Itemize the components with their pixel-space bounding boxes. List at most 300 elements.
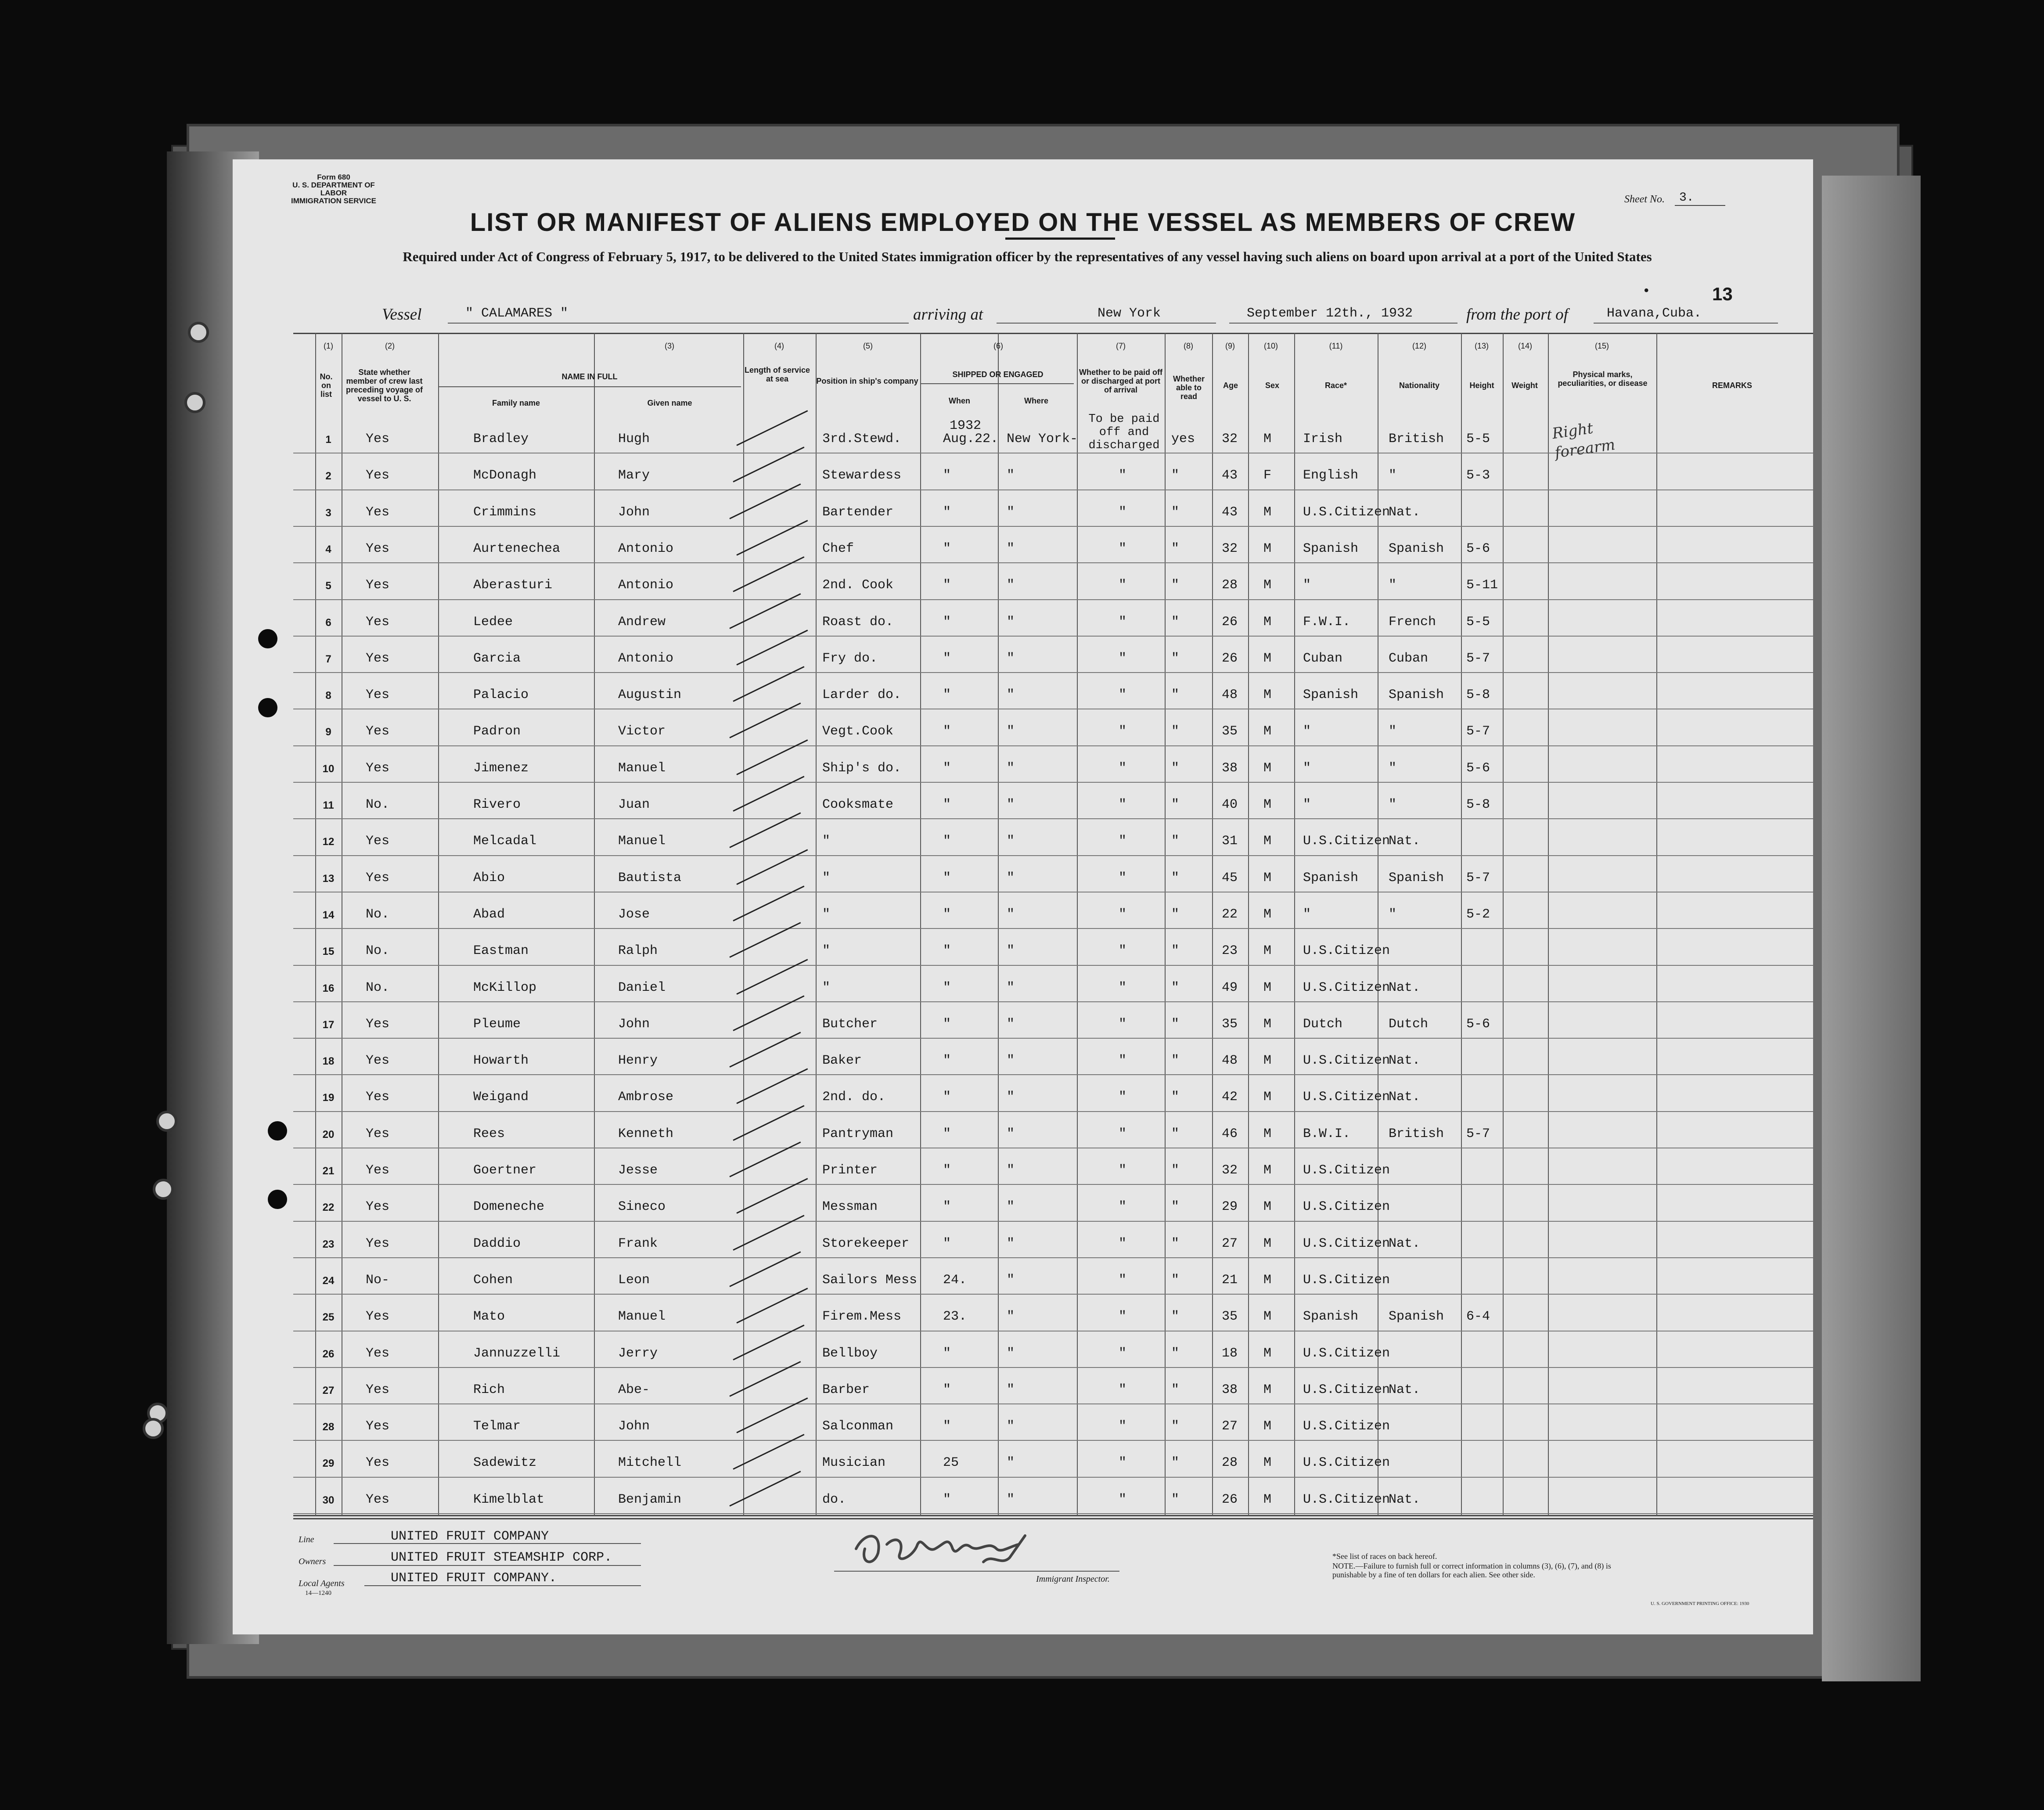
corner-mark: • (1644, 283, 1649, 298)
cell-sex: M (1263, 834, 1272, 849)
cell-read: " (1171, 1346, 1180, 1361)
header-given-name: Given name (647, 399, 692, 407)
cell-race: Spanish (1303, 870, 1359, 885)
row-number: 20 (322, 1128, 335, 1141)
cell-race: U.S.Citizen (1303, 1090, 1390, 1105)
cell-where: " (1007, 687, 1015, 703)
cell-position: Bartender (822, 504, 894, 520)
cell-where: " (1007, 504, 1015, 520)
row-number: 18 (322, 1055, 335, 1068)
cell-prev: Yes (366, 541, 390, 556)
cell-read: " (1171, 1309, 1180, 1324)
cell-when: " (943, 1236, 951, 1251)
cell-height: 5-8 (1466, 797, 1490, 812)
physical-marks-handwritten: Right forearm (1551, 419, 1616, 462)
cell-family: Abad (473, 907, 505, 922)
cell-position: Vegt.Cook (822, 724, 894, 739)
cell-race: U.S.Citizen (1303, 980, 1390, 995)
cell-paid: " (1119, 614, 1127, 630)
cell-sex: M (1263, 1236, 1272, 1251)
cell-prev: Yes (366, 1492, 390, 1507)
cell-prev: Yes (366, 1382, 390, 1397)
row-number: 15 (322, 946, 335, 958)
cell-read: " (1171, 1090, 1180, 1105)
cell-where: " (1007, 1492, 1015, 1507)
cell-race: U.S.Citizen (1303, 1163, 1390, 1178)
cell-where: New York- (1007, 432, 1078, 446)
cell-nat: " (1389, 907, 1397, 922)
cell-when: " (943, 1346, 951, 1361)
punch-hole (268, 1121, 287, 1141)
cell-age: 32 (1222, 541, 1238, 556)
cell-position: Chef (822, 541, 854, 556)
cell-read: " (1171, 797, 1180, 812)
owners-value: UNITED FRUIT STEAMSHIP CORP. (391, 1550, 612, 1565)
cell-read: " (1171, 614, 1180, 630)
row-rule (293, 782, 1813, 783)
cell-race: U.S.Citizen (1303, 1419, 1390, 1434)
cell-sex: M (1263, 760, 1272, 776)
cell-nat: Spanish (1389, 541, 1444, 556)
cell-where: " (1007, 1199, 1015, 1215)
row-number: 7 (325, 653, 331, 665)
row-number: 25 (322, 1311, 335, 1324)
row-rule (293, 1257, 1813, 1258)
line-label: Line (299, 1535, 314, 1544)
cell-given: Bautista (618, 870, 682, 885)
cell-paid: " (1119, 468, 1127, 483)
cell-position: 2nd. do. (822, 1090, 886, 1105)
row-rule (293, 818, 1813, 819)
cell-family: McDonagh (473, 468, 537, 483)
cell-read: " (1171, 907, 1180, 922)
column-number: (4) (774, 342, 784, 350)
cell-family: Rich (473, 1382, 505, 1397)
cell-age: 48 (1222, 687, 1238, 703)
cell-position: 2nd. Cook (822, 578, 894, 593)
cell-position: 3rd.Stewd. (822, 432, 902, 446)
column-number: (2) (385, 342, 395, 350)
cell-race: " (1303, 760, 1311, 776)
row-rule (293, 1403, 1813, 1404)
cell-when: " (943, 1126, 951, 1141)
line-value: UNITED FRUIT COMPANY (391, 1529, 549, 1544)
cell-prev: Yes (366, 724, 390, 739)
cell-read: " (1171, 1382, 1180, 1397)
cell-age: 26 (1222, 614, 1238, 630)
punch-hole (258, 629, 277, 648)
service-check-mark (736, 520, 808, 556)
cell-paid: " (1119, 724, 1127, 739)
cell-paid: " (1119, 1455, 1127, 1471)
cell-paid: " (1119, 1016, 1127, 1032)
cell-family: Goertner (473, 1163, 537, 1178)
cell-family: Jimenez (473, 760, 529, 776)
cell-sex: M (1263, 1090, 1272, 1105)
cell-height: 5-6 (1466, 760, 1490, 776)
cell-age: 38 (1222, 760, 1238, 776)
cell-family: Abio (473, 870, 505, 885)
cell-prev: Yes (366, 1419, 390, 1434)
row-rule (293, 1221, 1813, 1222)
cell-when: " (943, 541, 951, 556)
cell-where: " (1007, 1163, 1015, 1178)
cell-position: Salconman (822, 1419, 894, 1434)
cell-prev: Yes (366, 1346, 390, 1361)
row-number: 6 (325, 616, 331, 629)
service-check-mark (729, 703, 801, 739)
punch-hole (156, 1111, 177, 1132)
sheet-number-line (1675, 205, 1725, 206)
service-check-mark (736, 739, 808, 775)
cell-age: 35 (1222, 1309, 1238, 1324)
row-number: 26 (322, 1348, 335, 1360)
cell-position: Sailors Mess (822, 1272, 918, 1288)
column-divider (1077, 333, 1078, 1516)
cell-sex: M (1263, 1272, 1272, 1288)
cell-position: Pantryman (822, 1126, 894, 1141)
cell-paid: " (1119, 1309, 1127, 1324)
row-rule (293, 599, 1813, 600)
header-remarks: REMARKS (1712, 381, 1752, 390)
row-rule (293, 1038, 1813, 1039)
cell-nat: " (1389, 468, 1397, 483)
cell-nat: Nat. (1389, 504, 1421, 520)
column-divider (1165, 333, 1166, 1516)
cell-paid: " (1119, 980, 1127, 995)
cell-read: " (1171, 541, 1180, 556)
row-rule (293, 672, 1813, 673)
cell-read: " (1171, 943, 1180, 959)
cell-position: Ship's do. (822, 760, 902, 776)
printing-office: U. S. GOVERNMENT PRINTING OFFICE: 1930 (1651, 1601, 1749, 1606)
cell-where: " (1007, 1346, 1015, 1361)
cell-nat: French (1389, 614, 1436, 630)
row-number: 3 (325, 507, 331, 519)
row-number: 24 (322, 1274, 335, 1287)
header-physical-marks: Physical marks, peculiarities, or disease (1558, 370, 1648, 388)
cell-prev: Yes (366, 687, 390, 703)
cell-prev: No. (366, 907, 390, 922)
cell-paid: " (1119, 1346, 1127, 1361)
cell-paid: " (1119, 541, 1127, 556)
cell-paid: " (1119, 1126, 1127, 1141)
cell-sex: F (1263, 468, 1272, 483)
service-check-mark (736, 849, 808, 885)
footer-rule (293, 1518, 1813, 1519)
cell-age: 43 (1222, 504, 1238, 520)
column-number: (15) (1594, 342, 1609, 350)
shipped-header-divider (920, 383, 1074, 384)
cell-sex: M (1263, 504, 1272, 520)
cell-race: F.W.I. (1303, 614, 1351, 630)
cell-where: " (1007, 468, 1015, 483)
row-number: 14 (322, 909, 335, 921)
cell-given: Antonio (618, 541, 674, 556)
cell-position: Cooksmate (822, 797, 894, 812)
cell-race: Cuban (1303, 651, 1343, 666)
row-number: 2 (325, 470, 331, 482)
column-number: (7) (1116, 342, 1126, 350)
column-number: (8) (1184, 342, 1193, 350)
cell-position: Larder do. (822, 687, 902, 703)
row-number: 30 (322, 1494, 335, 1506)
cell-paid: " (1119, 907, 1127, 922)
cell-paid: " (1119, 1053, 1127, 1069)
cell-family: Mato (473, 1309, 505, 1324)
manifest-page (233, 159, 1813, 1634)
cell-read: " (1171, 687, 1180, 703)
header-race: Race* (1324, 381, 1347, 390)
service-check-mark (729, 593, 801, 629)
cell-family: Palacio (473, 687, 529, 703)
cell-where: " (1007, 578, 1015, 593)
cell-sex: M (1263, 1126, 1272, 1141)
service-check-mark (729, 1361, 801, 1397)
department-name: U. S. DEPARTMENT OF LABOR (292, 181, 375, 197)
cell-sex: M (1263, 1382, 1272, 1397)
cell-family: Aurtenechea (473, 541, 561, 556)
cell-age: 28 (1222, 578, 1238, 593)
cell-nat: Spanish (1389, 1309, 1444, 1324)
service-name: IMMIGRATION SERVICE (291, 197, 376, 205)
row-number: 9 (325, 726, 331, 738)
owners-label: Owners (299, 1557, 326, 1566)
cell-given: Sineco (618, 1199, 666, 1215)
column-number: (14) (1518, 342, 1532, 350)
vessel-name: " CALAMARES " (465, 306, 569, 321)
cell-sex: M (1263, 687, 1272, 703)
cell-where: " (1007, 907, 1015, 922)
cell-prev: Yes (366, 1016, 390, 1032)
cell-read: " (1171, 834, 1180, 849)
cell-age: 35 (1222, 724, 1238, 739)
column-divider (743, 333, 744, 1516)
cell-family: Kimelblat (473, 1492, 545, 1507)
inspector-signature (847, 1522, 1032, 1575)
cell-nat: British (1389, 432, 1444, 446)
cell-position: " (822, 980, 831, 995)
cell-family: Padron (473, 724, 521, 739)
column-number: (11) (1329, 342, 1343, 350)
cell-height: 5-7 (1466, 724, 1490, 739)
cell-paid: " (1119, 578, 1127, 593)
cell-given: John (618, 504, 650, 520)
cell-given: Ambrose (618, 1090, 674, 1105)
cell-when: " (943, 797, 951, 812)
cell-read: " (1171, 578, 1180, 593)
cell-when: " (943, 651, 951, 666)
races-note: *See list of races on back hereof. (1332, 1552, 1437, 1561)
cell-height: 5-5 (1466, 614, 1490, 630)
corner-page-number: 13 (1712, 284, 1733, 304)
cell-where: " (1007, 1053, 1015, 1069)
cell-family: Weigand (473, 1090, 529, 1105)
column-divider (920, 333, 921, 1516)
column-number: (5) (863, 342, 873, 350)
cell-height: 5-11 (1466, 578, 1498, 593)
cell-paid: " (1119, 504, 1127, 520)
row-rule (293, 1184, 1813, 1185)
column-number: (1) (324, 342, 333, 350)
form-identifier (281, 173, 386, 205)
arriving-label: arriving at (913, 306, 983, 324)
cell-read: " (1171, 1199, 1180, 1215)
cell-where: " (1007, 1016, 1015, 1032)
cell-read: " (1171, 651, 1180, 666)
row-number: 27 (322, 1384, 335, 1396)
cell-family: Melcadal (473, 834, 537, 849)
cell-where: " (1007, 870, 1015, 885)
cell-when: Aug.22. (943, 432, 999, 446)
cell-when: 24. (943, 1272, 967, 1288)
cell-where: " (1007, 614, 1015, 630)
cell-when: " (943, 504, 951, 520)
cell-given: Hugh (618, 432, 650, 446)
cell-height: 5-7 (1466, 870, 1490, 885)
column-divider (1503, 333, 1504, 1516)
when-year: 1932 (950, 418, 982, 433)
cell-where: " (1007, 1382, 1015, 1397)
cell-nat: Nat. (1389, 834, 1421, 849)
cell-prev: Yes (366, 432, 390, 446)
cell-where: " (1007, 760, 1015, 776)
cell-prev: Yes (366, 1126, 390, 1141)
cell-race: " (1303, 797, 1311, 812)
cell-position: Barber (822, 1382, 870, 1397)
column-divider (594, 333, 595, 1516)
row-rule (293, 855, 1813, 856)
service-check-mark (736, 1069, 808, 1105)
cell-position: Storekeeper (822, 1236, 910, 1251)
cell-where: " (1007, 834, 1015, 849)
cell-given: Mary (618, 468, 650, 483)
cell-age: 23 (1222, 943, 1238, 959)
cell-position: Roast do. (822, 614, 894, 630)
cell-age: 49 (1222, 980, 1238, 995)
cell-prev: Yes (366, 1309, 390, 1324)
row-rule (293, 1367, 1813, 1368)
service-check-mark (736, 959, 808, 995)
cell-where: " (1007, 1419, 1015, 1434)
row-number: 10 (322, 763, 335, 775)
column-divider (1248, 333, 1249, 1516)
page-subtitle: Required under Act of Congress of February 5, 1917, to be delivered to the United States immigration officer by the representatives of any vessel having such aliens on board upon arrival at a port of the United States (403, 249, 1652, 264)
row-number: 16 (322, 982, 335, 994)
header-position: Position in ship's company (816, 377, 918, 385)
cell-position: Musician (822, 1455, 886, 1471)
header-length-of-service: Length of service at sea (744, 366, 810, 383)
row-rule (293, 1440, 1813, 1441)
cell-prev: Yes (366, 1090, 390, 1105)
cell-family: Cohen (473, 1272, 513, 1288)
header-shipped-engaged: SHIPPED OR ENGAGED (952, 370, 1044, 379)
cell-when: " (943, 980, 951, 995)
cell-family: McKillop (473, 980, 537, 995)
cell-paid: " (1119, 1382, 1127, 1397)
cell-paid: " (1119, 870, 1127, 885)
punch-hole (258, 698, 277, 717)
column-divider (1212, 333, 1213, 1516)
agents-code: 14—1240 (305, 1590, 331, 1597)
cell-where: " (1007, 541, 1015, 556)
punch-hole (143, 1418, 164, 1439)
cell-nat: Dutch (1389, 1016, 1429, 1032)
service-check-mark (736, 1288, 808, 1324)
service-check-mark (736, 1178, 808, 1214)
cell-sex: M (1263, 1053, 1272, 1069)
service-check-mark (729, 1032, 801, 1068)
cell-given: Benjamin (618, 1492, 682, 1507)
from-port-label: from the port of (1466, 306, 1568, 324)
cell-age: 26 (1222, 651, 1238, 666)
cell-where: " (1007, 943, 1015, 959)
cell-sex: M (1263, 943, 1272, 959)
cell-prev: No. (366, 943, 390, 959)
column-divider (998, 333, 999, 1516)
cell-nat: " (1389, 797, 1397, 812)
form-number: Form 680 (317, 173, 350, 181)
cell-race: B.W.I. (1303, 1126, 1351, 1141)
cell-race: U.S.Citizen (1303, 834, 1390, 849)
row-number: 22 (322, 1202, 335, 1214)
cell-race: U.S.Citizen (1303, 1382, 1390, 1397)
cell-age: 48 (1222, 1053, 1238, 1069)
cell-race: Spanish (1303, 1309, 1359, 1324)
cell-race: Spanish (1303, 687, 1359, 703)
punch-hole (268, 1190, 287, 1209)
cell-nat: " (1389, 724, 1397, 739)
cell-read: " (1171, 1419, 1180, 1434)
cell-given: Jerry (618, 1346, 658, 1361)
cell-race: Irish (1303, 432, 1343, 446)
cell-paid: " (1119, 760, 1127, 776)
cell-when: 23. (943, 1309, 967, 1324)
column-number: (6) (993, 342, 1003, 350)
cell-paid: " (1119, 943, 1127, 959)
cell-where: " (1007, 1455, 1015, 1471)
cell-paid: " (1119, 1272, 1127, 1288)
row-number: 19 (322, 1092, 335, 1104)
cell-race: " (1303, 724, 1311, 739)
cell-when: " (943, 1492, 951, 1507)
cell-sex: M (1263, 1199, 1272, 1215)
cell-where: " (1007, 797, 1015, 812)
cell-family: Bradley (473, 432, 529, 446)
cell-family: Sadewitz (473, 1455, 537, 1471)
service-check-mark (729, 1251, 801, 1287)
cell-when: " (943, 1163, 951, 1178)
column-divider (1294, 333, 1295, 1516)
cell-read: " (1171, 760, 1180, 776)
paid-off-note: To be paid off and discharged (1088, 413, 1160, 452)
cell-when: " (943, 943, 951, 959)
cell-race: U.S.Citizen (1303, 1199, 1390, 1215)
cell-sex: M (1263, 907, 1272, 922)
cell-prev: No- (366, 1272, 390, 1288)
cell-prev: No. (366, 797, 390, 812)
row-rule (293, 1001, 1813, 1002)
cell-height: 6-4 (1466, 1309, 1490, 1324)
cell-read: " (1171, 980, 1180, 995)
header-height: Height (1469, 381, 1494, 390)
cell-height: 5-6 (1466, 541, 1490, 556)
header-weight: Weight (1511, 381, 1538, 390)
header-name-in-full: NAME IN FULL (561, 372, 618, 381)
cell-age: 27 (1222, 1236, 1238, 1251)
cell-paid: " (1119, 687, 1127, 703)
cell-given: Daniel (618, 980, 666, 995)
